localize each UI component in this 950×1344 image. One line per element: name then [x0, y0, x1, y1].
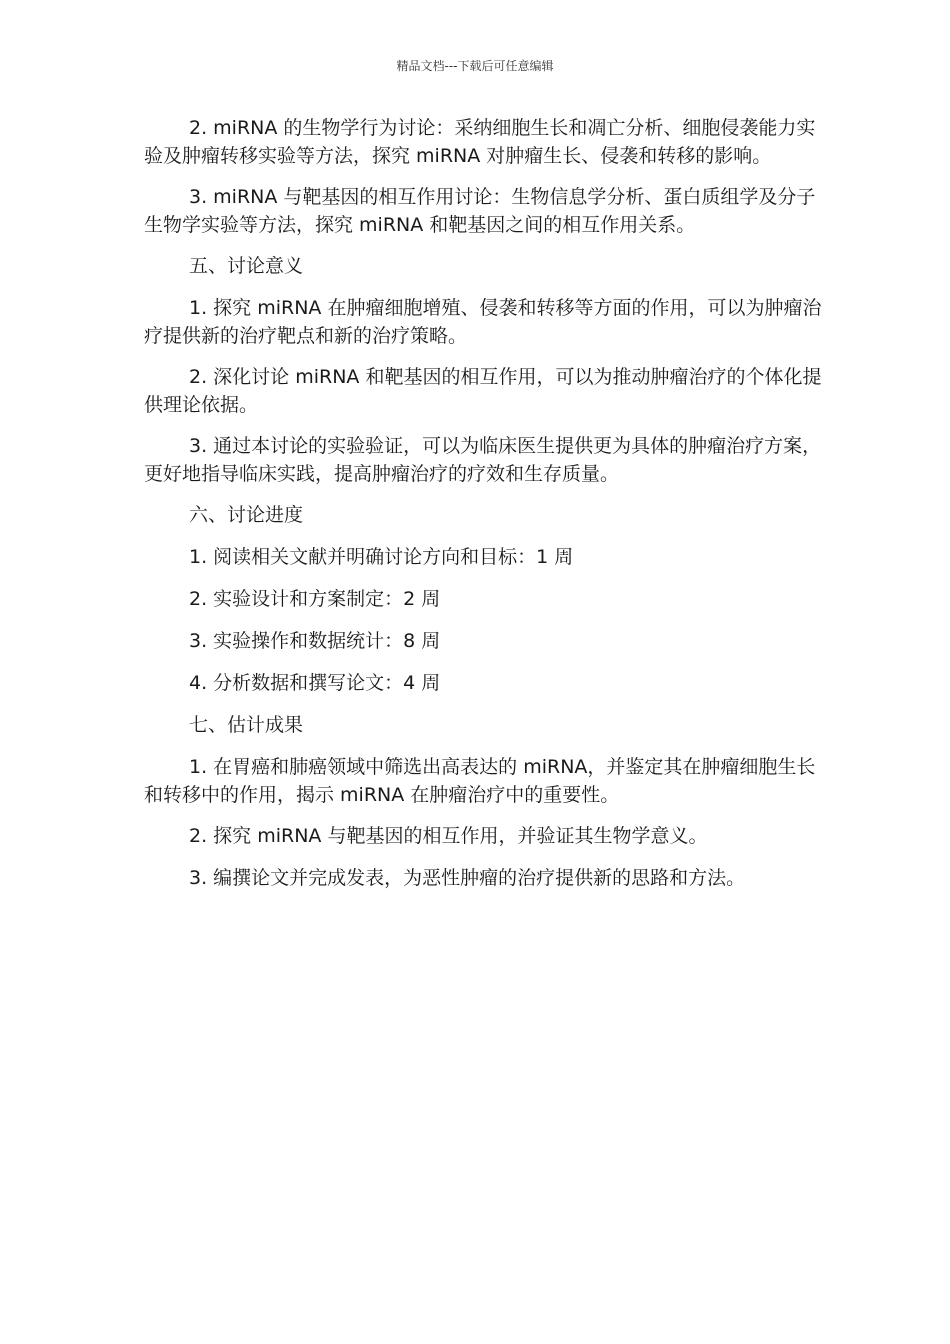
paragraph-mirna-target-interaction: 3. miRNA 与靶基因的相互作用讨论：生物信息学分析、蛋白质组学及分子生物学实验等方法，探究 miRNA 和靶基因之间的相互作用关系。: [144, 186, 816, 236]
progress-item-4: 4. 分析数据和撰写论文：4 周: [189, 672, 441, 694]
progress-item-1: 1. 阅读相关文献并明确讨论方向和目标：1 周: [189, 546, 574, 568]
result-item-2: 2. 探究 miRNA 与靶基因的相互作用，并验证其生物学意义。: [189, 825, 708, 847]
page-header: 精品文档---下载后可任意编辑: [396, 59, 554, 73]
section-heading-significance: 五、讨论意义: [189, 255, 304, 277]
paragraph-biology-behavior: 2. miRNA 的生物学行为讨论：采纳细胞生长和凋亡分析、细胞侵袭能力实验及肿瘤转移实验等方法，探究 miRNA 对肿瘤生长、侵袭和转移的影响。: [144, 117, 816, 167]
paragraph-significance-1: 1. 探究 miRNA 在肿瘤细胞增殖、侵袭和转移等方面的作用，可以为肿瘤治疗提供新的治疗靶点和新的治疗策略。: [144, 297, 822, 347]
result-item-3: 3. 编撰论文并完成发表，为恶性肿瘤的治疗提供新的思路和方法。: [189, 867, 746, 889]
paragraph-significance-3: 3. 通过本讨论的实验验证，可以为临床医生提供更为具体的肿瘤治疗方案，更好地指导临床实践，提高肿瘤治疗的疗效和生存质量。: [144, 435, 822, 485]
paragraph-significance-2: 2. 深化讨论 miRNA 和靶基因的相互作用，可以为推动肿瘤治疗的个体化提供理论依据。: [144, 366, 822, 416]
section-heading-results: 七、估计成果: [189, 714, 304, 736]
result-item-1: 1. 在胃癌和肺癌领域中筛选出高表达的 miRNA，并鉴定其在肿瘤细胞生长和转移中的作用，揭示 miRNA 在肿瘤治疗中的重要性。: [144, 756, 816, 806]
document-body: [144, 114, 824, 906]
progress-item-3: 3. 实验操作和数据统计：8 周: [189, 630, 441, 652]
progress-item-2: 2. 实验设计和方案制定：2 周: [189, 588, 441, 610]
section-heading-progress: 六、讨论进度: [189, 504, 304, 526]
